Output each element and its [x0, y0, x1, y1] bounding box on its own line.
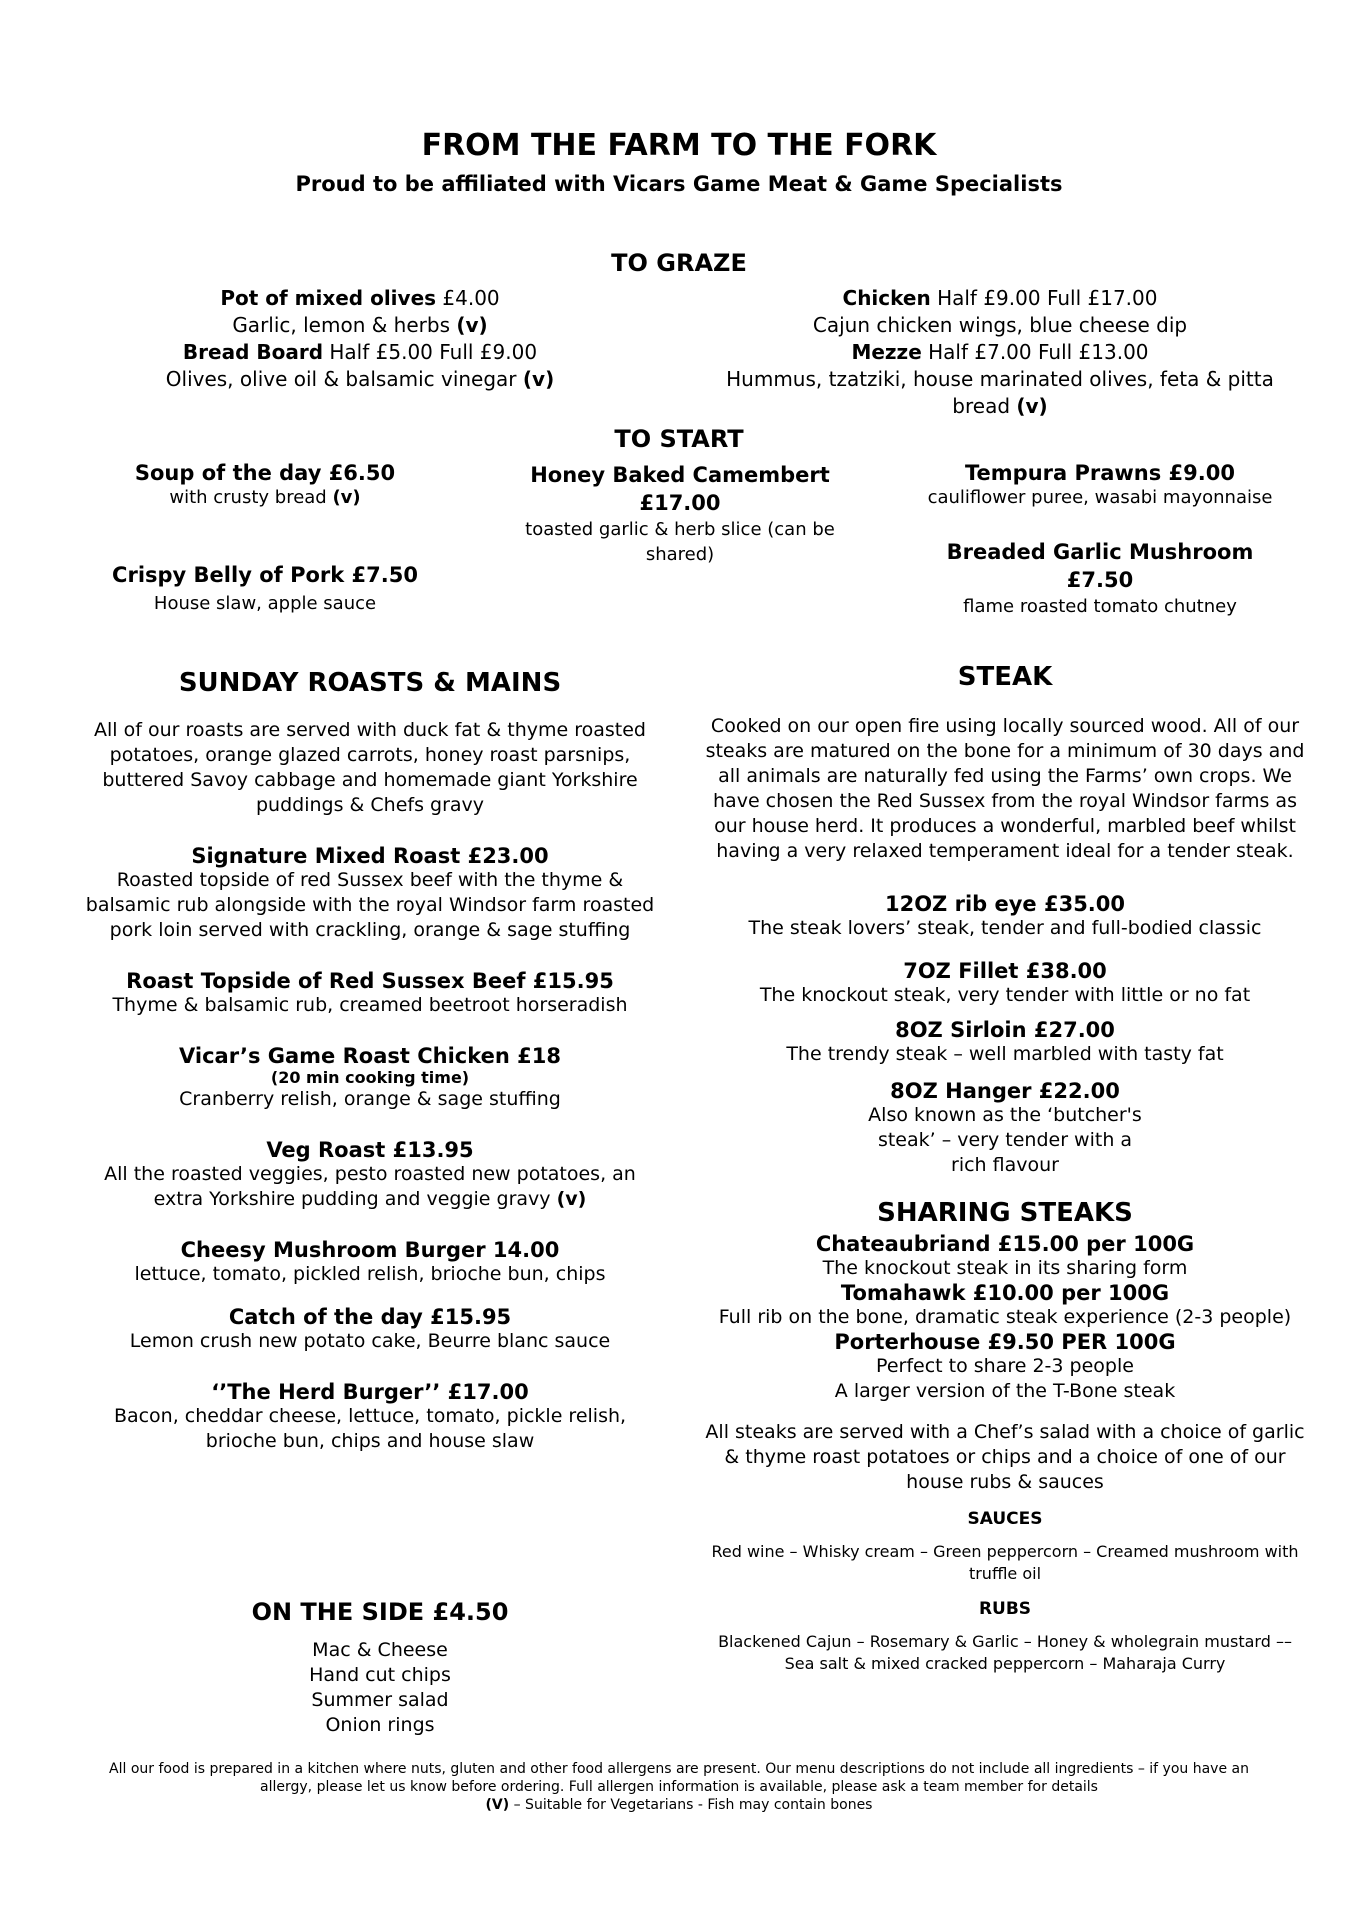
- allergy-notice: All our food is prepared in a kitchen where nuts, gluten and other food allergens are present. Our menu descriptions do not include all ingredients – if you have an allergy, please let us know before ordering. Full allergen information is available, please ask a team member for details: [109, 1761, 1249, 1795]
- veg-marker: (v): [332, 487, 361, 508]
- chicken-name: Chicken: [842, 286, 931, 310]
- menu-item: [80, 1238, 660, 1287]
- steak-name: 7OZ Fillet £38.00: [903, 959, 1107, 983]
- veg-key: (V): [485, 1797, 510, 1813]
- mushroom-name: Breaded Garlic Mushroom £7.50: [946, 540, 1254, 592]
- prawns-name: Tempura Prawns £9.00: [965, 461, 1235, 485]
- chicken-price: Half £9.00 Full £17.00: [930, 286, 1158, 310]
- steak-desc: Also known as the ‘butcher's steak’ – very tender with a rich flavour: [868, 1104, 1142, 1176]
- sharing-desc: Perfect to share 2-3 people: [876, 1355, 1134, 1377]
- steak-serving-note: All steaks are served with a Chef’s salad with a choice of garlic & thyme roast potatoes or chips and a choice of one of our house rubs & sauces: [705, 1421, 1305, 1493]
- menu-item: [80, 969, 660, 1018]
- side-item: Hand cut chips: [309, 1664, 451, 1686]
- chicken-item: [700, 285, 1300, 312]
- camembert-item: [515, 461, 845, 567]
- dish-desc: Roasted topside of red Sussex beef with the thyme & balsamic rub alongside with the royal Windsor farm roasted pork loin served with crackling, orange & sage stuffing: [85, 869, 655, 941]
- steak-name: 8OZ Sirloin £27.00: [895, 1018, 1115, 1042]
- sides-section: [180, 1598, 580, 1738]
- mezze-desc-line: [700, 366, 1300, 420]
- steak-item: [700, 1079, 1310, 1178]
- pork-item: [80, 563, 450, 616]
- menu-item: [80, 844, 660, 943]
- menu-title: FROM THE FARM TO THE FORK: [421, 128, 937, 163]
- soup-desc-line: [80, 485, 450, 510]
- veg-key-line: [100, 1796, 1258, 1814]
- menu-item: [80, 1305, 660, 1354]
- prawns-desc: cauliflower puree, wasabi mayonnaise: [927, 487, 1273, 508]
- dish-note: (20 min cooking time): [270, 1068, 470, 1087]
- steak-name: 8OZ Hanger £22.00: [890, 1079, 1120, 1103]
- steak-item: [700, 892, 1310, 941]
- sharing-name: Tomahawk £10.00 per 100G: [840, 1281, 1170, 1305]
- veg-marker: (v): [522, 367, 555, 391]
- steak-intro: Cooked on our open fire using locally sourced wood. All of our steaks are matured on the bone for a minimum of 30 days and all animals are naturally fed using the Farms’ own crops. We have chosen the Red Sussex from the royal Windsor farms as our house herd. It produces a wonderful, marbled beef whilst having a very relaxed temperament ideal for a tender steak.: [705, 715, 1305, 862]
- bread-name: Bread Board: [182, 340, 324, 364]
- sharing-item: [700, 1281, 1310, 1330]
- steak-desc: The knockout steak, very tender with little or no fat: [759, 984, 1251, 1006]
- dish-name: ‘’The Herd Burger’’ £17.00: [211, 1380, 529, 1404]
- mains-intro: All of our roasts are served with duck fat & thyme roasted potatoes, orange glazed carrots, honey roast parsnips, buttered Savoy cabbage and homemade giant Yorkshire puddings & Chefs gravy: [94, 719, 646, 816]
- prawns-item: [915, 461, 1285, 510]
- bread-price: Half £5.00 Full £9.00: [323, 340, 538, 364]
- sauces-heading: SAUCES: [967, 1509, 1043, 1529]
- dish-desc: Lemon crush new potato cake, Beurre blanc sauce: [129, 1330, 611, 1352]
- footer: [100, 1760, 1258, 1814]
- sharing-desc: Full rib on the bone, dramatic steak experience (2-3 people): [718, 1306, 1292, 1328]
- sharing-name: Porterhouse £9.50 PER 100G: [834, 1330, 1176, 1354]
- pork-name: Crispy Belly of Pork £7.50: [112, 563, 418, 587]
- bread-item: [80, 339, 640, 366]
- sauces-list: Red wine – Whisky cream – Green peppercorn – Creamed mushroom with truffle oil: [711, 1542, 1299, 1583]
- steak-desc: The trendy steak – well marbled with tasty fat: [786, 1043, 1224, 1065]
- menu-subtitle: Proud to be affiliated with Vicars Game Meat & Game Specialists: [295, 172, 1063, 196]
- mezze-price: Half £7.00 Full £13.00: [921, 340, 1149, 364]
- olives-desc-line: [80, 312, 640, 339]
- side-item: Mac & Cheese: [312, 1639, 448, 1661]
- steak-name: 12OZ rib eye £35.00: [884, 892, 1126, 916]
- dish-desc: Thyme & balsamic rub, creamed beetroot horseradish: [112, 994, 628, 1016]
- menu-item: [80, 1138, 660, 1212]
- dish-desc: Bacon, cheddar cheese, lettuce, tomato, pickle relish, brioche bun, chips and house slaw: [113, 1405, 627, 1452]
- dish-name: Roast Topside of Red Sussex Beef £15.95: [126, 969, 614, 993]
- sharing-item: [700, 1330, 1310, 1404]
- rubs-heading: RUBS: [978, 1599, 1032, 1619]
- soup-name: Soup of the day £6.50: [134, 461, 396, 485]
- dish-desc: All the roasted veggies, pesto roasted new potatoes, an extra Yorkshire pudding and veggie gravy: [104, 1163, 636, 1210]
- veg-key-text: – Suitable for Vegetarians - Fish may contain bones: [509, 1797, 873, 1813]
- mezze-name: Mezze: [851, 340, 922, 364]
- bread-desc-line: [80, 366, 640, 393]
- olives-name: Pot of mixed olives: [220, 286, 437, 310]
- sides-heading: ON THE SIDE £4.50: [251, 1598, 509, 1626]
- steak-section: [700, 662, 1310, 1675]
- start-heading: TO START: [614, 425, 744, 453]
- menu-item: [80, 1380, 660, 1454]
- steak-desc: The steak lovers’ steak, tender and full-bodied classic: [748, 917, 1262, 939]
- rubs-list: Blackened Cajun – Rosemary & Garlic – Honey & wholegrain mustard –– Sea salt & mixed cracked peppercorn – Maharaja Curry: [718, 1632, 1292, 1673]
- olives-price: £4.00: [436, 286, 500, 310]
- olives-desc: Garlic, lemon & herbs: [232, 313, 457, 337]
- steak-heading: STEAK: [957, 662, 1053, 692]
- mushroom-item: [935, 538, 1265, 619]
- dish-desc-line: [80, 1162, 660, 1212]
- camembert-desc: toasted garlic & herb slice (can be shared): [525, 519, 835, 565]
- pork-desc: House slaw, apple sauce: [153, 593, 377, 614]
- sharing-heading: SHARING STEAKS: [877, 1198, 1133, 1228]
- veg-marker: (v): [556, 1188, 587, 1210]
- graze-right-column: [700, 285, 1300, 420]
- sharing-desc: The knockout steak in its sharing form: [822, 1257, 1188, 1279]
- olives-item: [80, 285, 640, 312]
- soup-item: [80, 461, 450, 510]
- veg-marker: (v): [1016, 394, 1048, 418]
- soup-desc: with crusty bread: [169, 487, 333, 508]
- sharing-item: [700, 1232, 1310, 1281]
- camembert-name: Honey Baked Camembert £17.00: [530, 463, 830, 515]
- steak-item: [700, 959, 1310, 1008]
- side-item: Onion rings: [325, 1714, 435, 1736]
- mezze-item: [700, 339, 1300, 366]
- dish-name: Vicar’s Game Roast Chicken £18: [179, 1044, 561, 1068]
- mezze-desc: Hummus, tzatziki, house marinated olives, feta & pitta bread: [726, 367, 1274, 418]
- mains-section: [80, 668, 660, 1454]
- veg-marker: (v): [456, 313, 488, 337]
- sharing-desc-2: A larger version of the T-Bone steak: [834, 1380, 1176, 1402]
- side-item: Summer salad: [311, 1689, 449, 1711]
- dish-desc: lettuce, tomato, pickled relish, brioche bun, chips: [134, 1263, 606, 1285]
- steak-item: [700, 1018, 1310, 1067]
- menu-item: [80, 1044, 660, 1112]
- dish-name: Cheesy Mushroom Burger 14.00: [180, 1238, 560, 1262]
- dish-desc: Cranberry relish, orange & sage stuffing: [179, 1088, 561, 1110]
- bread-desc: Olives, olive oil & balsamic vinegar: [165, 367, 523, 391]
- mushroom-desc: flame roasted tomato chutney: [963, 596, 1237, 617]
- sharing-name: Chateaubriand £15.00 per 100G: [815, 1232, 1195, 1256]
- dish-name: Catch of the day £15.95: [228, 1305, 512, 1329]
- dish-name: Signature Mixed Roast £23.00: [191, 844, 549, 868]
- mains-heading: SUNDAY ROASTS & MAINS: [178, 668, 562, 698]
- graze-heading: TO GRAZE: [611, 249, 747, 277]
- chicken-desc: Cajun chicken wings, blue cheese dip: [812, 313, 1188, 337]
- graze-left-column: [80, 285, 640, 393]
- dish-name: Veg Roast £13.95: [266, 1138, 474, 1162]
